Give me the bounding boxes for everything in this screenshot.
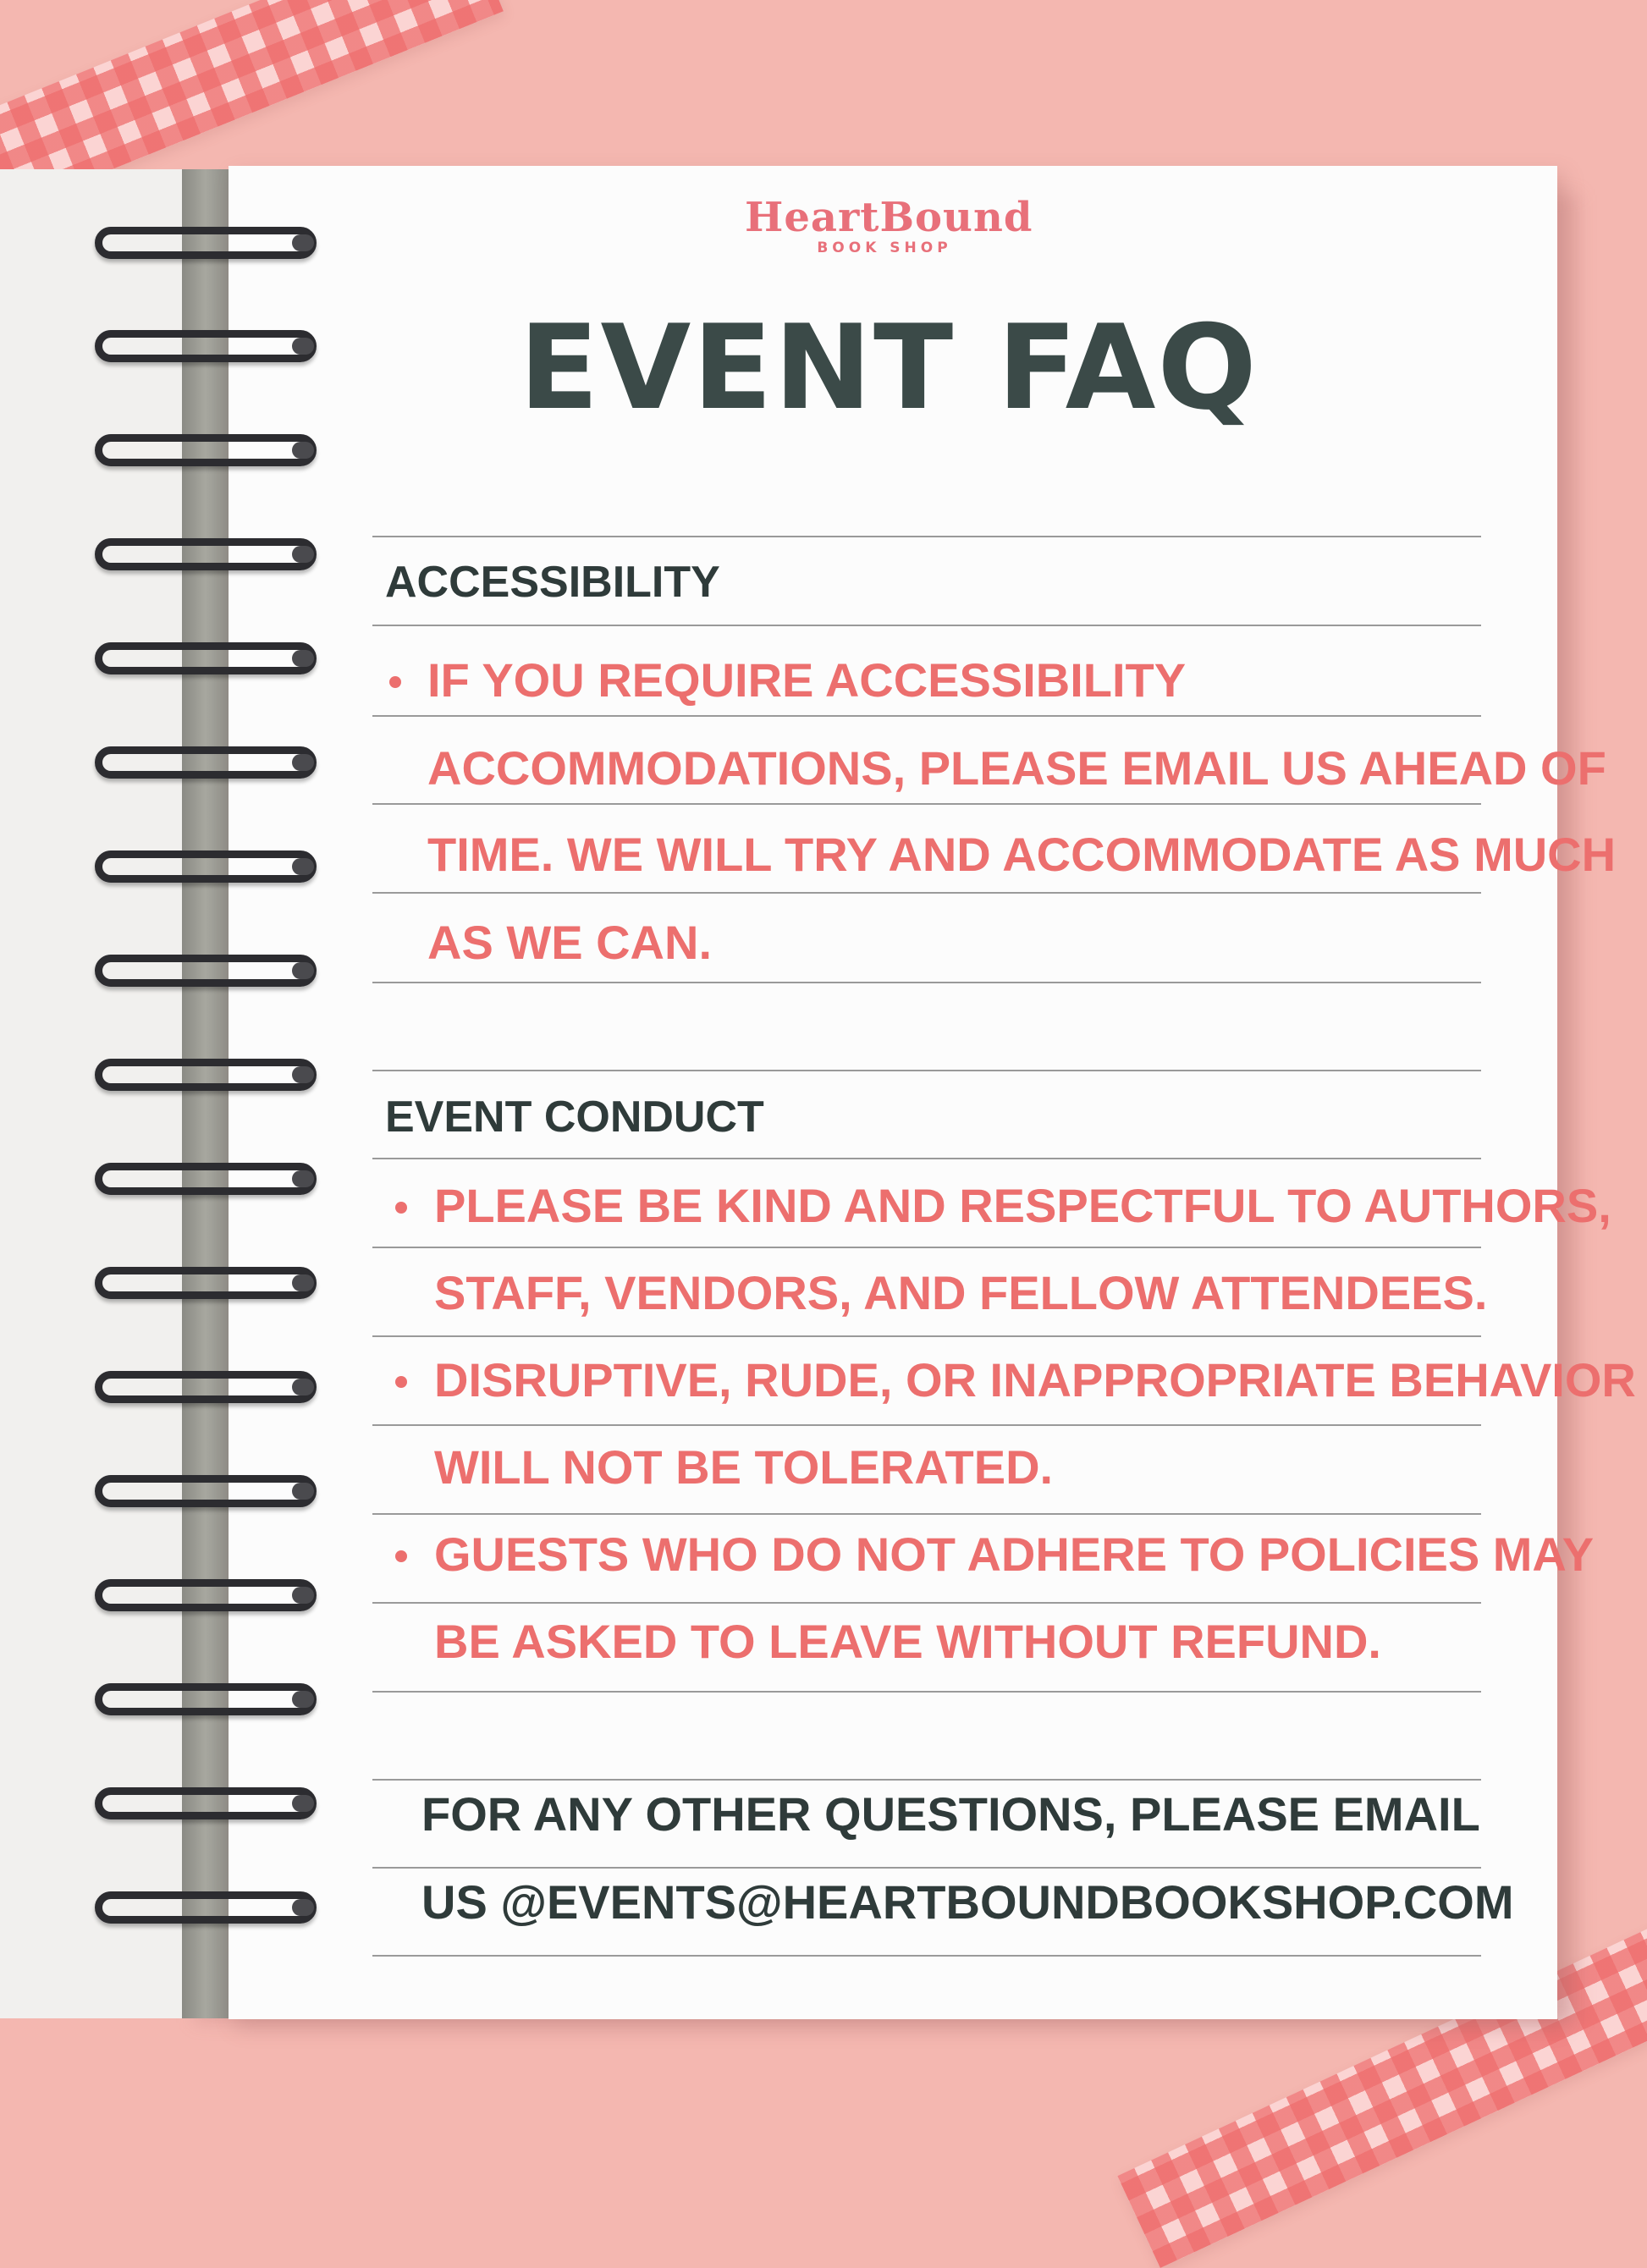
spiral-ring-icon [95,642,317,674]
accessibility-line: TIME. WE WILL TRY AND ACCOMMODATE AS MUCH [427,828,1617,881]
bullet-icon [395,1376,407,1388]
bullet-icon [395,1550,407,1562]
footer-line: FOR ANY OTHER QUESTIONS, PLEASE EMAIL [421,1787,1480,1841]
ruled-line [372,1691,1481,1693]
spiral-ring-icon [95,227,317,259]
spiral-ring-icon [95,746,317,779]
event-conduct-heading: EVENT CONDUCT [385,1093,764,1142]
accessibility-line: ACCOMMODATIONS, PLEASE EMAIL US AHEAD OF [427,741,1606,795]
spiral-ring-icon [95,1059,317,1091]
conduct-line: DISRUPTIVE, RUDE, OR INAPPROPRIATE BEHAVIOR [434,1353,1636,1406]
spiral-ring-icon [95,538,317,570]
spiral-ring-icon [95,1163,317,1195]
ruled-line [372,1247,1481,1248]
spiral-ring-icon [95,1475,317,1507]
spiral-ring-icon [95,955,317,987]
ruled-line [372,1602,1481,1604]
ruled-line [372,1513,1481,1515]
footer-email-line: US @EVENTS@HEARTBOUNDBOOKSHOP.COM [421,1875,1514,1929]
ruled-line [372,1867,1481,1869]
heartbound-logo [745,194,1033,257]
conduct-line: BE ASKED TO LEAVE WITHOUT REFUND. [434,1615,1381,1668]
bullet-icon [389,676,401,688]
ruled-line [372,1955,1481,1957]
ruled-line [372,1070,1481,1071]
ruled-line [372,1158,1481,1159]
accessibility-line: AS WE CAN. [427,916,712,969]
ruled-line [372,1335,1481,1337]
logo-subtitle: BOOK SHOP [817,239,952,256]
logo-brand-text: HeartBound [745,194,1033,241]
accessibility-line: IF YOU REQUIRE ACCESSIBILITY [427,653,1187,707]
spiral-ring-icon [95,1891,317,1924]
conduct-line: PLEASE BE KIND AND RESPECTFUL TO AUTHORS, [434,1179,1611,1232]
spiral-ring-icon [95,434,317,466]
ruled-line [372,1424,1481,1426]
conduct-line: STAFF, VENDORS, AND FELLOW ATTENDEES. [434,1266,1488,1319]
ruled-line [372,803,1481,805]
ruled-line [372,715,1481,717]
ruled-line [372,625,1481,626]
conduct-line: GUESTS WHO DO NOT ADHERE TO POLICIES MAY [434,1528,1595,1581]
accessibility-heading: ACCESSIBILITY [385,558,720,607]
spiral-ring-icon [95,1683,317,1715]
page-title: EVENT FAQ [519,300,1259,436]
ruled-line [372,536,1481,537]
spiral-ring-icon [95,1787,317,1819]
bullet-icon [395,1202,407,1214]
spiral-ring-icon [95,1371,317,1403]
ruled-line [372,892,1481,894]
spiral-ring-icon [95,1579,317,1611]
spiral-ring-icon [95,850,317,883]
ruled-line [372,1779,1481,1781]
spiral-ring-icon [95,330,317,362]
spiral-ring-icon [95,1267,317,1299]
conduct-line: WILL NOT BE TOLERATED. [434,1440,1054,1494]
ruled-line [372,982,1481,983]
